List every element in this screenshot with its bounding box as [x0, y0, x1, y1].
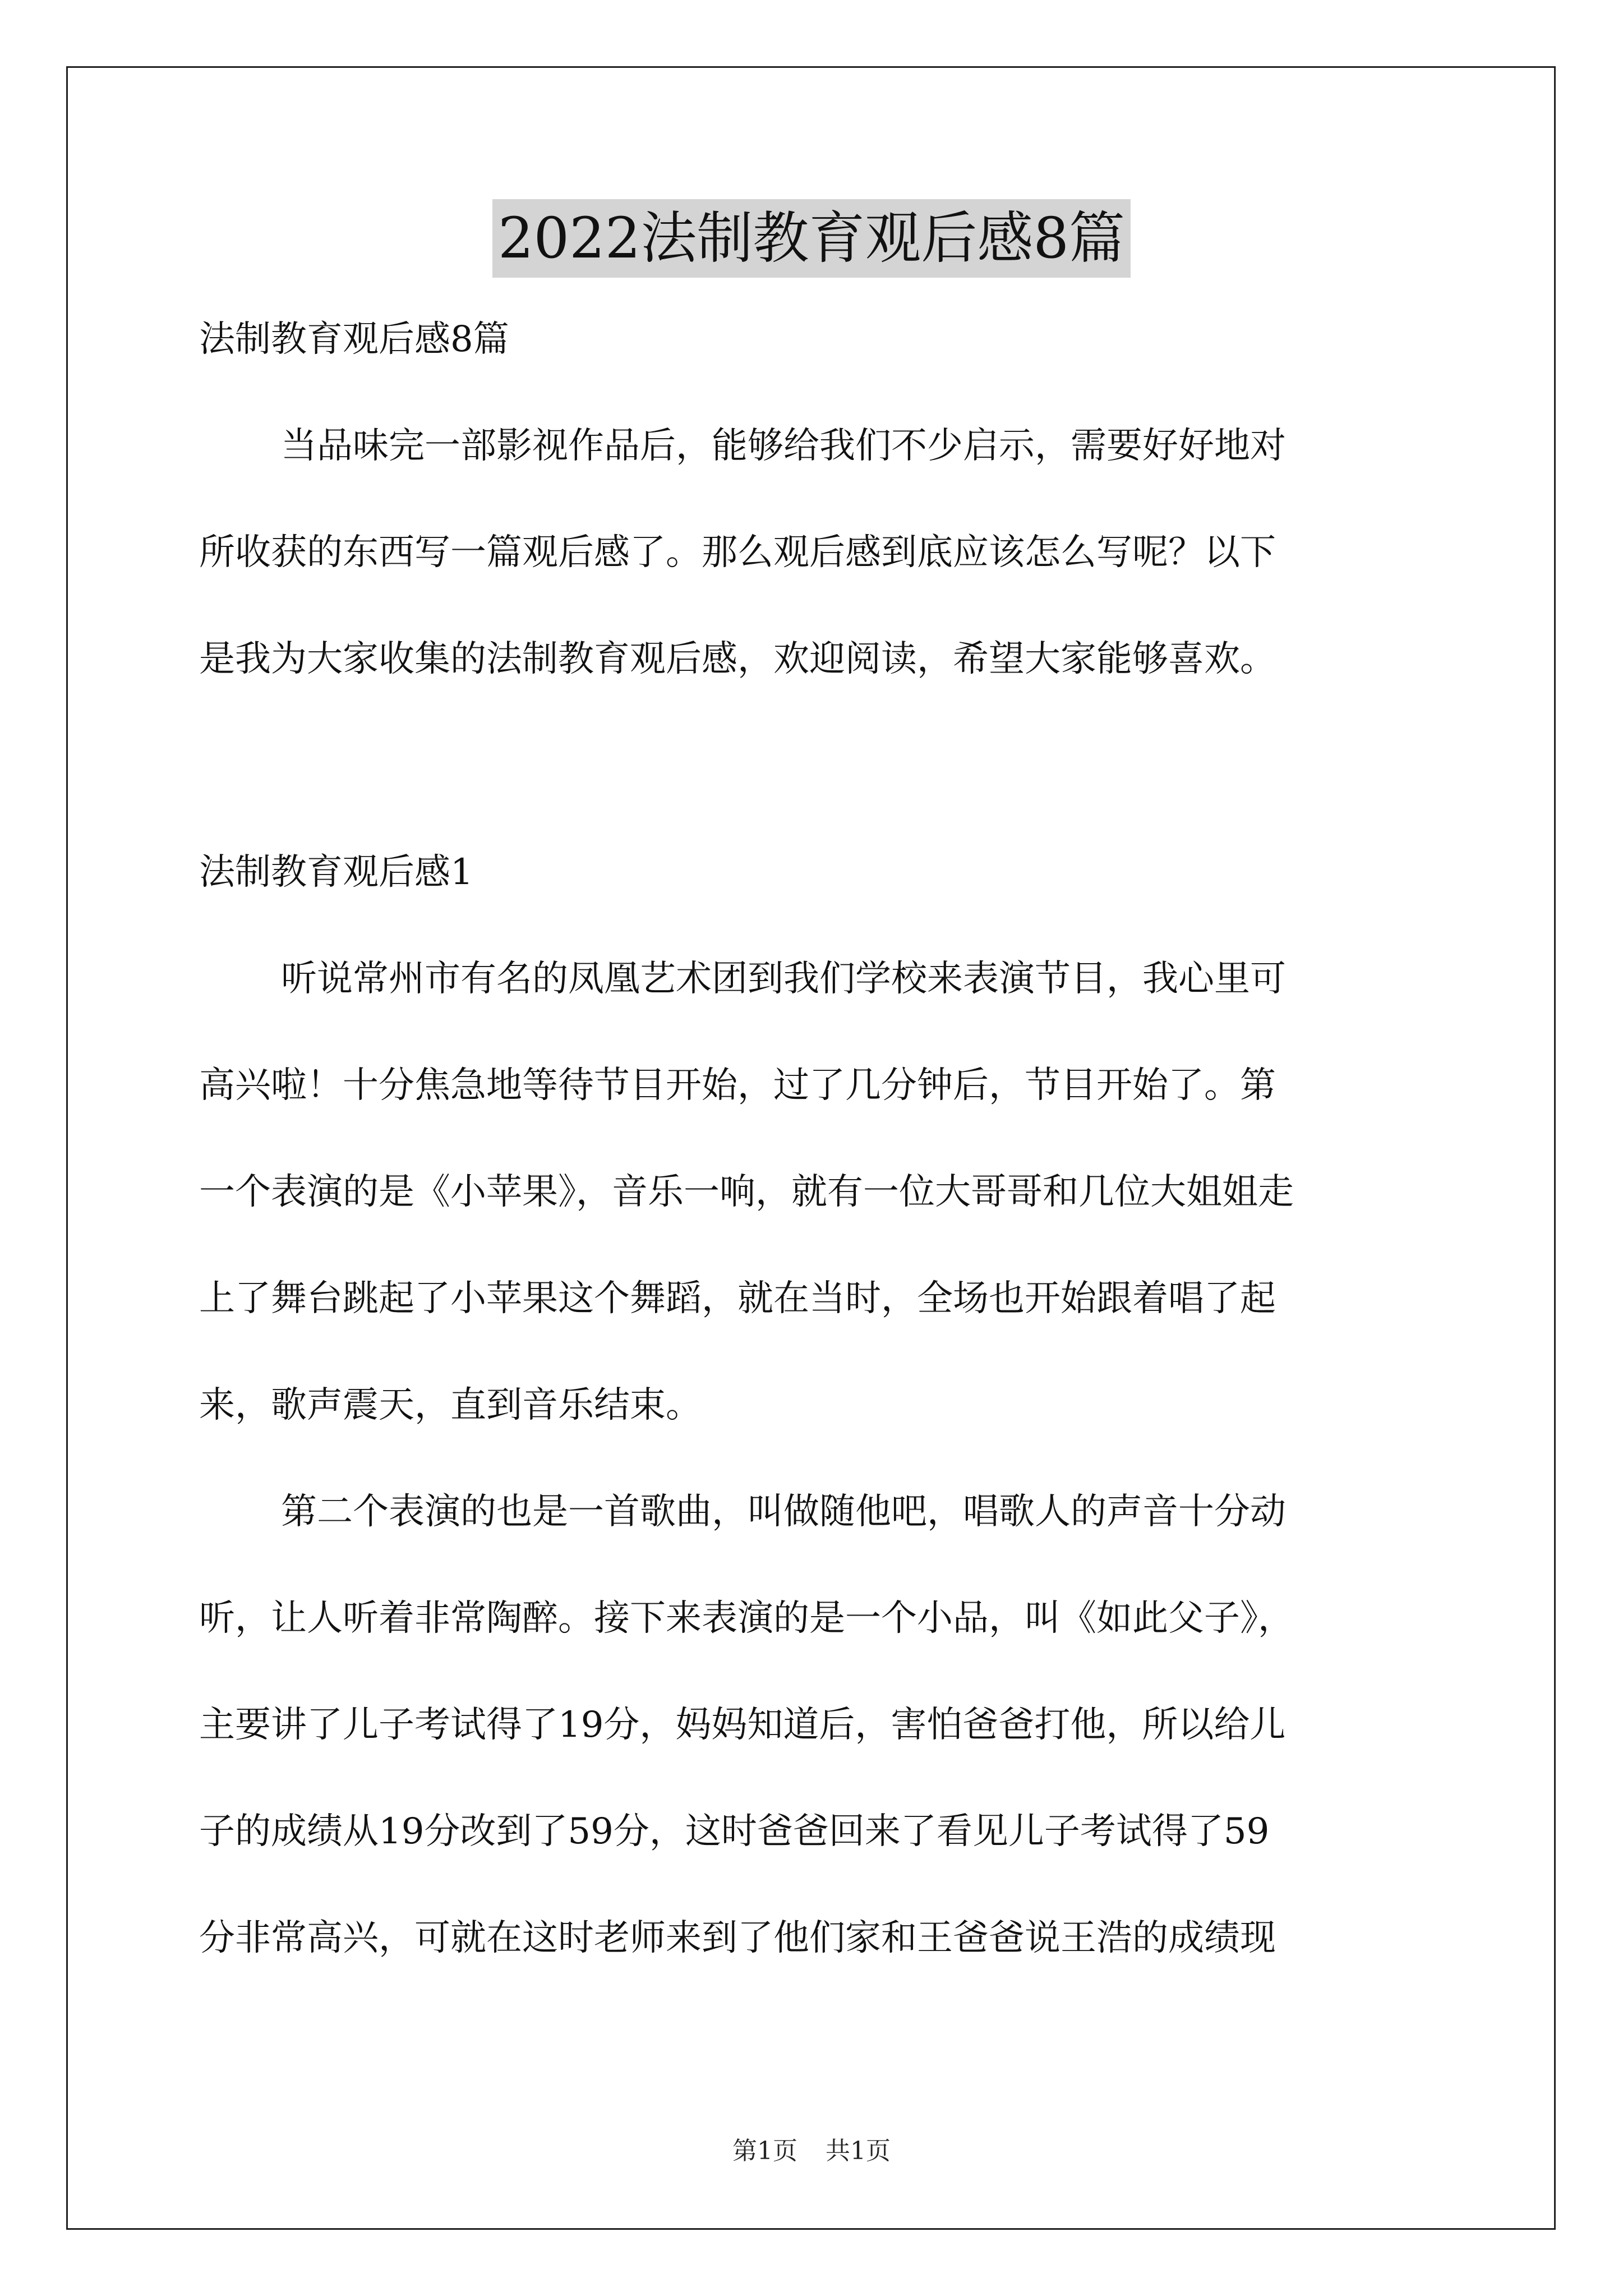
paragraph-line: 一个表演的是《小苹果》，音乐一响，就有一位大哥哥和几位大姐姐走 [199, 1171, 1294, 1213]
paragraph-line: 听，让人听着非常陶醉。接下来表演的是一个小品，叫《如此父子》， [199, 1598, 1294, 1639]
paragraph-line: 高兴啦！十分焦急地等待节目开始，过了几分钟后，节目开始了。第 [199, 1065, 1276, 1106]
document-title: 2022法制教育观后感8篇 [492, 199, 1131, 278]
paragraph-line: 所收获的东西写一篇观后感了。那么观后感到底应该怎么写呢？以下 [199, 532, 1276, 573]
paragraph-line: 是我为大家收集的法制教育观后感，欢迎阅读，希望大家能够喜欢。 [199, 638, 1276, 680]
paragraph-line: 分非常高兴，可就在这时老师来到了他们家和王爸爸说王浩的成绩现 [199, 1917, 1276, 1959]
page-number: 第1页 [732, 2137, 797, 2165]
intro-paragraph [199, 393, 1433, 712]
paragraph-line: 子的成绩从19分改到了59分，这时爸爸回来了看见儿子考试得了59 [199, 1811, 1270, 1852]
paragraph-line: 听说常州市有名的凤凰艺术团到我们学校来表演节目，我心里可 [281, 958, 1286, 1000]
paragraph-line: 主要讲了儿子考试得了19分，妈妈知道后，害怕爸爸打他，所以给儿 [199, 1704, 1286, 1746]
title-area [0, 199, 1623, 278]
paragraph-line: 上了舞台跳起了小苹果这个舞蹈，就在当时，全场也开始跟着唱了起 [199, 1278, 1276, 1319]
section1-paragraph-1 [199, 926, 1433, 1458]
section-spacer [199, 712, 1433, 819]
paragraph-line: 第二个表演的也是一首歌曲，叫做随他吧，唱歌人的声音十分动 [281, 1491, 1286, 1533]
document-body [199, 286, 1433, 1991]
page-footer [0, 2134, 1623, 2168]
subtitle: 法制教育观后感8篇 [199, 319, 509, 360]
paragraph-line: 当品味完一部影视作品后，能够给我们不少启示，需要好好地对 [281, 425, 1286, 467]
section1-paragraph-2 [199, 1458, 1433, 1991]
page-total: 共1页 [826, 2137, 891, 2165]
section-heading: 法制教育观后感1 [199, 852, 473, 893]
paragraph-line: 来，歌声震天，直到音乐结束。 [199, 1384, 702, 1426]
